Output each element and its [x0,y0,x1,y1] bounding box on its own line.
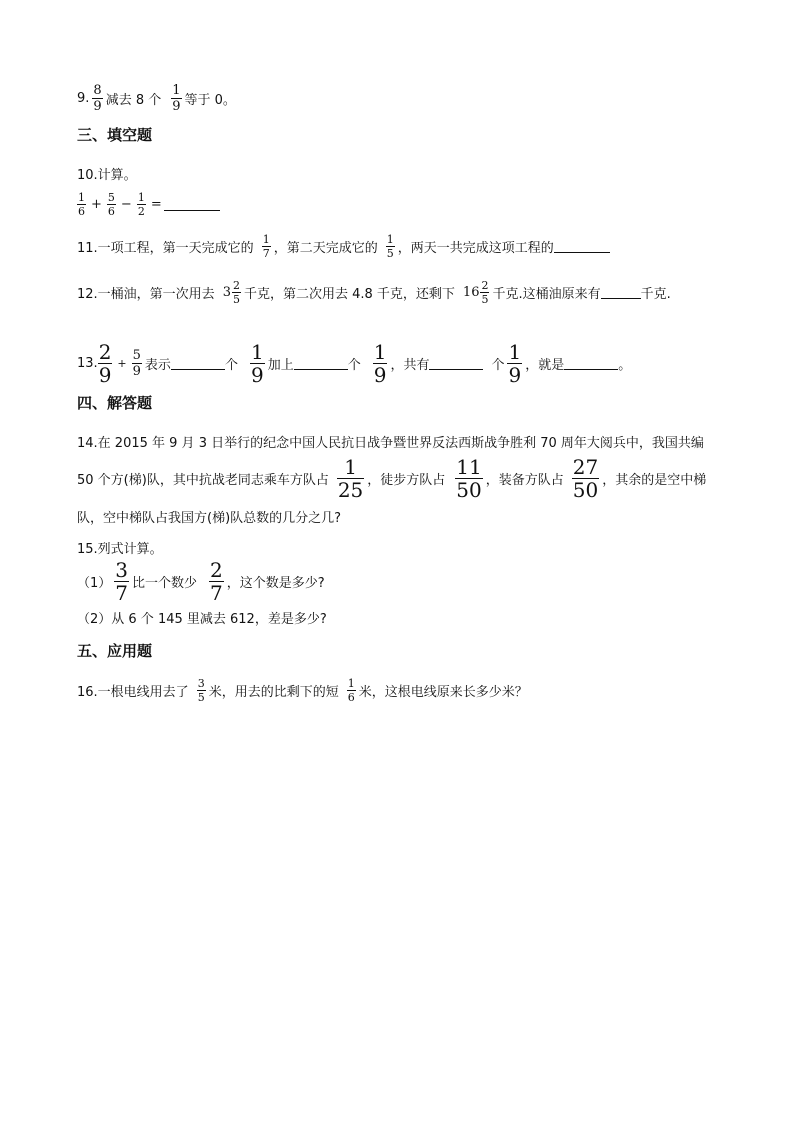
q12-text-a: 千克，第二次用去 4.8 千克，还剩下 [243,287,455,302]
question-16 [77,678,528,703]
q10-fraction-2: $\frac{5}{6}$ [107,191,115,218]
q11-text-b: ，两天一共完成这项工程的 [397,241,554,256]
q16-text-a: 米，用去的比剩下的短 [208,685,339,700]
q13-text-e: ，共有 [390,358,430,373]
q12-text-b: 千克.这桶油原来有 [492,287,601,302]
q12-whole-1: 3 [222,285,231,300]
q12-text-c: 千克. [640,287,671,302]
q13-blank-3[interactable] [429,357,483,370]
q9-text-a: 减去 8 个 [105,93,162,108]
q14-text-d: ，其余的是空中梯 [602,473,707,488]
q13-fraction-3: $\frac{1}{9}$ [250,340,264,387]
q14-text-b: ，徒步方队占 [367,473,446,488]
q13-text-d: 个 [347,358,361,373]
q11-fraction-2: $\frac{1}{5}$ [386,233,394,260]
q13-text-g: ，就是 [525,358,565,373]
q13-text-h: 。 [618,358,632,373]
question-10-label: 10.计算。 [77,168,137,183]
question-13 [77,342,631,385]
q13-text-label: 13. [77,356,98,371]
q10-equals: = [150,197,162,212]
section-5-heading: 五、应用题 [77,642,153,660]
q9-fraction-b: $\frac{1}{9}$ [172,83,181,114]
q9-text-b: 等于 0。 [184,93,236,108]
question-15-part-1 [77,560,325,603]
question-10-expression [77,192,220,217]
q16-text-b: 米，这根电线原来长多少米？ [358,685,528,700]
q13-text-a: 表示 [144,358,171,373]
q10-op-minus: − [120,197,132,212]
q13-text-f: 个 [491,358,505,373]
q13-fraction-1: $\frac{2}{9}$ [98,340,112,387]
q14-fraction-3: $\frac{27}{50}$ [572,455,599,502]
q10-answer-blank[interactable] [164,198,220,211]
q13-blank-2[interactable] [294,357,348,370]
q12-fraction-2: $\frac{2}{5}$ [481,279,489,306]
q12-text-label: 12.一桶油，第一次用去 [77,287,215,302]
q14-fraction-1: $\frac{1}{25}$ [337,455,364,502]
q15-p1-fraction-2: $\frac{2}{7}$ [210,558,223,605]
q10-fraction-1: $\frac{1}{6}$ [78,191,85,218]
q16-text-label: 16.一根电线用去了 [77,685,189,700]
q15-p1-text-b: 比一个数少 [132,576,198,591]
q13-text-b: 个 [224,358,238,373]
q13-blank-1[interactable] [171,357,225,370]
section-4-heading: 四、解答题 [77,394,153,412]
q11-text-a: ，第二天完成它的 [273,241,378,256]
question-11 [77,234,610,259]
q13-fraction-4: $\frac{1}{9}$ [373,340,387,387]
question-9 [77,84,236,113]
q10-fraction-3: $\frac{1}{2}$ [137,191,145,218]
q13-blank-4[interactable] [564,357,618,370]
q11-text-label: 11.一项工程，第一天完成它的 [77,241,254,256]
q12-fraction-1: $\frac{2}{5}$ [232,279,240,306]
q13-text-c: 加上 [267,358,294,373]
q10-op-plus: + [91,197,102,212]
q13-fraction-2: $\frac{5}{9}$ [132,348,141,379]
q13-op-plus: + [117,357,127,370]
q9-fraction-a: $\frac{8}{9}$ [93,83,102,114]
q14-text-a: 50 个方(梯)队，其中抗战老同志乘车方队占 [77,473,329,488]
q14-fraction-2: $\frac{11}{50}$ [456,455,482,502]
question-14-line-1: 14.在 2015 年 9 月 3 日举行的纪念中国人民抗日战争暨世界反法西斯战争胜利 70 周年大阅兵中，我国共编 [77,436,704,451]
q16-fraction-2: $\frac{1}{6}$ [347,677,355,704]
q14-text-c: ，装备方队占 [485,473,564,488]
question-12 [77,280,671,305]
question-15-label: 15.列式计算。 [77,542,163,557]
q9-label: 9. [77,91,90,106]
q15-p1-text-c: ，这个数是多少? [226,576,325,591]
question-14-line-3: 队，空中梯队占我国方(梯)队总数的几分之几? [77,511,342,526]
q11-answer-blank[interactable] [554,240,610,253]
q12-answer-blank[interactable] [601,286,641,299]
q12-whole-2: 16 [462,285,480,300]
q13-fraction-5: $\frac{1}{9}$ [508,340,522,387]
q11-fraction-1: $\frac{1}{7}$ [262,233,270,260]
question-15-part-2: （2）从 6 个 145 里减去 612，差是多少? [77,612,327,627]
q15-p1-prefix: （1） [77,576,112,591]
q16-fraction-1: $\frac{3}{5}$ [197,677,205,704]
section-3-heading: 三、填空题 [77,126,153,144]
q15-p1-fraction-1: $\frac{3}{7}$ [115,558,129,605]
question-14-line-2 [77,457,706,500]
